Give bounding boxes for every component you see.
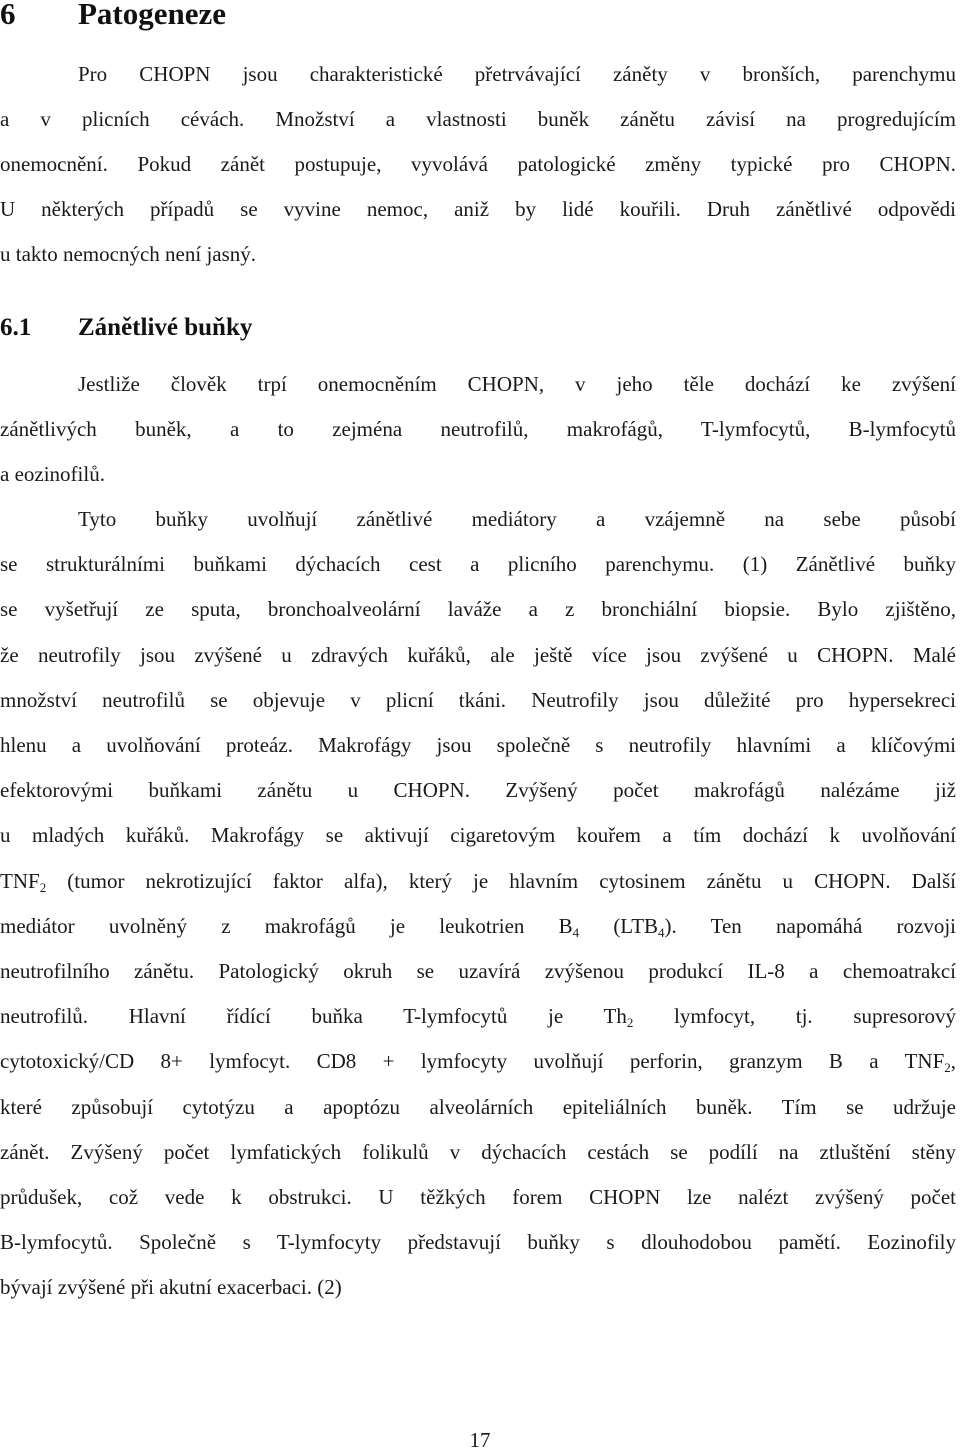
page-number: 17 [469,1428,491,1452]
text-line: a eozinofilů. [0,462,105,486]
chapter-heading [0,0,226,36]
chapter-number: 6 [0,0,16,31]
text-line: bývají zvýšené při akutní exacerbaci. (2) [0,1275,342,1300]
section-heading [0,308,252,348]
chapter-title: Patogeneze [78,0,227,31]
text-segment: TNF [0,868,40,893]
text-line: Tyto buňky uvolňují zánětlivé mediátory a vzájemně na sebe působí [78,507,956,531]
text-line: Pro CHOPN jsou charakteristické přetrvávající záněty v bronších, parenchymu [78,62,956,86]
text-line [0,906,956,946]
subscript: 2 [944,1060,951,1076]
text-line: neutrofilního zánětu. Patologický okruh se uzavírá zvýšenou produkcí IL-8 a chemoatrakcí [0,959,956,983]
text-line: B-lymfocytů. Společně s T-lymfocyty představují buňky s dlouhodobou pamětí. Eozinofily [0,1230,956,1255]
text-segment: , [950,1049,956,1074]
text-line [0,996,956,1036]
text-segment: ). Ten napomáhá rozvoji [664,913,956,938]
subscript: 4 [572,924,580,940]
subscript: 4 [658,924,665,940]
subscript: 2 [39,879,47,895]
text-line: a v plicních cévách. Množství a vlastnosti buněk zánětu závisí na progredujícím [0,107,956,131]
subscript: 2 [626,1015,634,1031]
text-line: zánět. Zvýšený počet lymfatických folikulů v dýchacích cestách se podílí na ztluštění stěny [0,1139,956,1164]
text-line: se strukturálními buňkami dýchacích cest a plicního parenchymu. (1) Zánětlivé buňky [0,552,956,577]
text-line: se vyšetřují ze sputa, bronchoalveolární laváže a z bronchiální biopsie. Bylo zjištěno, [0,597,956,622]
text-line: onemocnění. Pokud zánět postupuje, vyvolává patologické změny typické pro CHOPN. [0,152,956,176]
text-line: zánětlivých buněk, a to zejména neutrofilů, makrofágů, T-lymfocytů, B-lymfocytů [0,417,956,441]
text-segment: lymfocyt, tj. supresorový [633,1004,957,1029]
text-line: že neutrofily jsou zvýšené u zdravých kuřáků, ale ještě více jsou zvýšené u CHOPN. Malé [0,642,956,667]
text-line: U některých případů se vyvine nemoc, aniž by lidé kouřili. Druh zánětlivé odpovědi [0,197,956,221]
text-line: Jestliže člověk trpí onemocněním CHOPN, v jeho těle dochází ke zvýšení [78,372,956,396]
text-segment: (tumor nekrotizující faktor alfa), který je hlavním cytosinem zánětu u CHOPN. Další [46,868,956,893]
text-line: hlenu a uvolňování proteáz. Makrofágy jsou společně s neutrofily hlavními a klíčovými [0,733,956,757]
text-segment: (LTB [579,913,659,938]
text-segment: mediátor uvolněný z makrofágů je leukotrien B [0,913,573,938]
text-line: efektorovými buňkami zánětu u CHOPN. Zvýšený počet makrofágů nalézáme již [0,778,956,803]
text-segment: neutrofilů. Hlavní řídící buňka T-lymfocytů je Th [0,1004,627,1029]
text-line: u takto nemocných není jasný. [0,242,257,266]
section-number: 6.1 [0,314,32,341]
text-segment: cytotoxický/CD 8+ lymfocyt. CD8 + lymfocyty uvolňují perforin, granzym B a TNF [0,1049,945,1074]
section-title: Zánětlivé buňky [78,314,253,341]
text-line: průdušek, což vede k obstrukci. U těžkých forem CHOPN lze nalézt zvýšený počet [0,1185,956,1209]
text-line [0,1041,956,1081]
text-line: které způsobují cytotýzu a apoptózu alveolárních epiteliálních buněk. Tím se udržuje [0,1094,956,1119]
text-line [0,861,956,901]
text-line: množství neutrofilů se objevuje v plicní tkáni. Neutrofily jsou důležité pro hypersekreci [0,687,956,712]
text-line: u mladých kuřáků. Makrofágy se aktivují cigaretovým kouřem a tím dochází k uvolňování [0,823,956,848]
